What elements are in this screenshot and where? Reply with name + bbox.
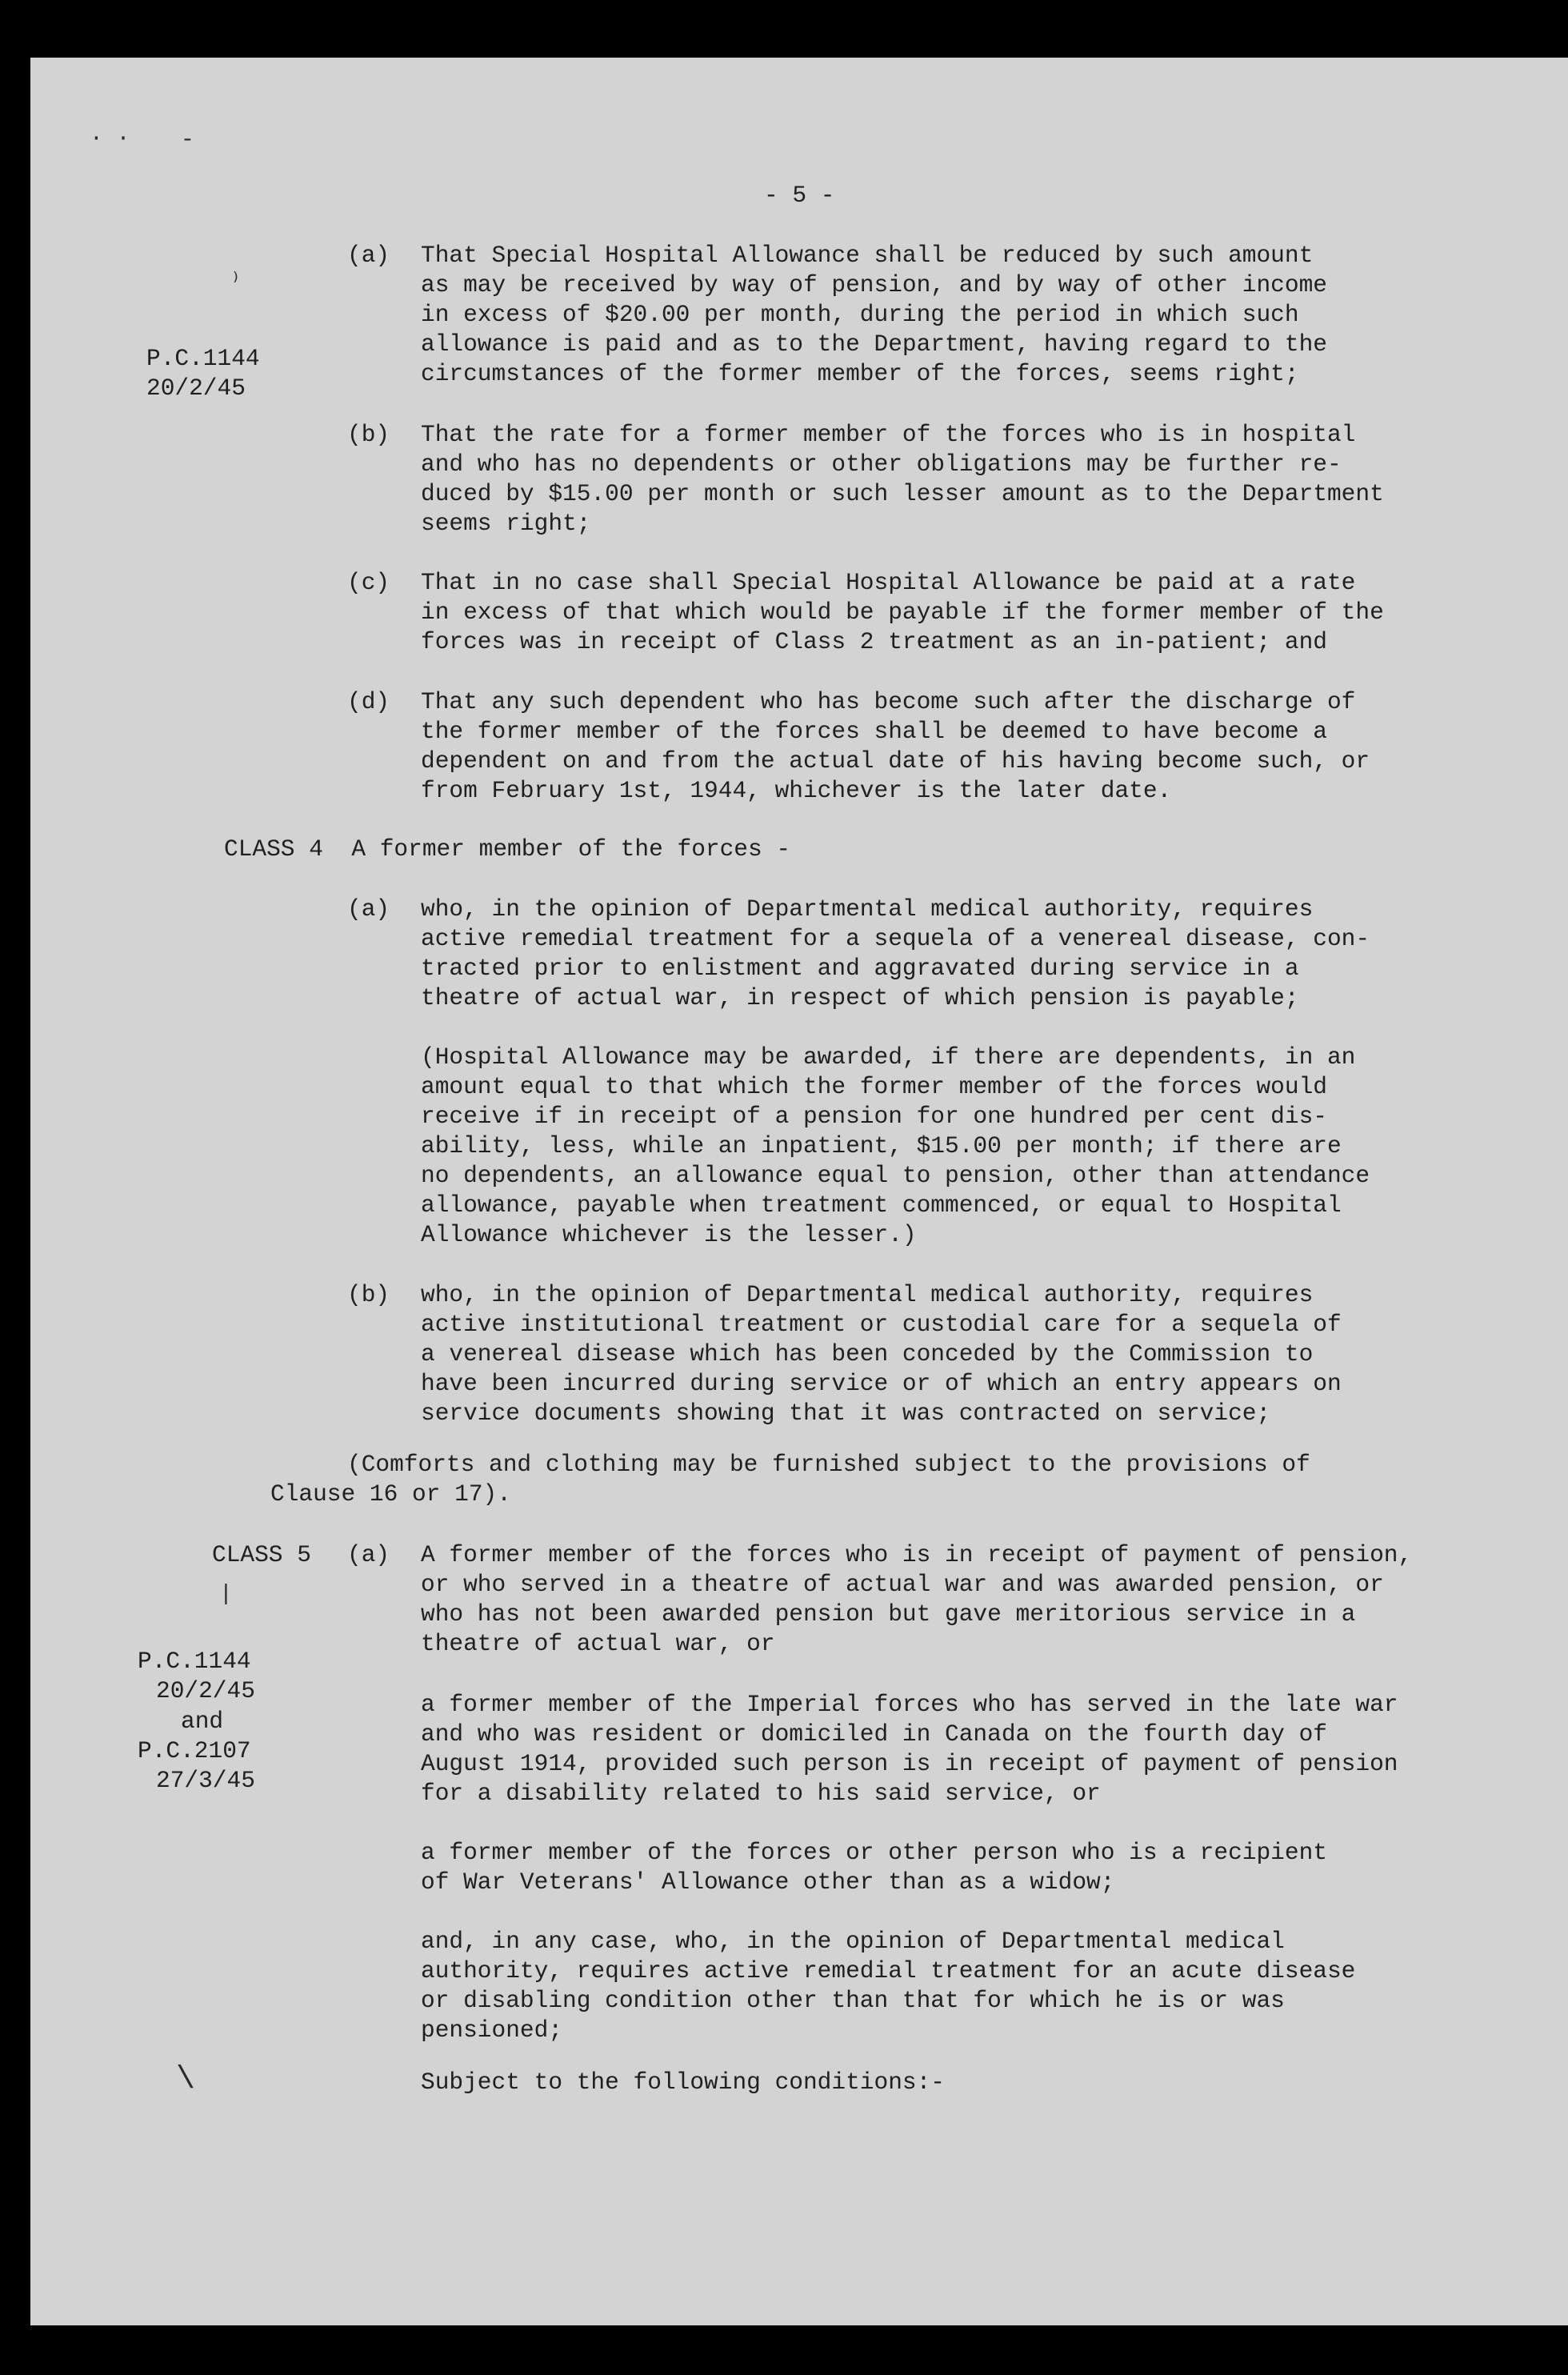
item-label-c: (c) — [347, 569, 390, 596]
clause-line: pensioned; — [421, 2017, 563, 2044]
margin-note-line: 20/2/45 — [146, 374, 246, 402]
clause-line: That Special Hospital Allowance shall be reduced by such amount — [421, 242, 1314, 269]
margin-note-line: P.C.1144 — [138, 1648, 251, 1675]
clause-line: a venereal disease which has been conceded by the Commission to — [421, 1340, 1314, 1368]
stray-mark: \ — [176, 2062, 196, 2098]
clause-line: in excess of that which would be payable if the former member of the — [421, 599, 1384, 626]
item-label-a: (a) — [347, 895, 390, 923]
clause-line: August 1914, provided such person is in receipt of payment of pension — [421, 1750, 1398, 1777]
stray-mark: - — [181, 128, 194, 153]
comforts-line: Clause 16 or 17). — [270, 1480, 511, 1508]
stray-mark: | — [219, 1582, 233, 1607]
clause-line: who, in the opinion of Departmental medical authority, requires — [421, 1281, 1314, 1308]
clause-line: a former member of the Imperial forces who has served in the late war — [421, 1691, 1398, 1718]
clause-line: service documents showing that it was contracted on service; — [421, 1400, 1271, 1427]
clause-line: allowance is paid and as to the Department, having regard to the — [421, 330, 1327, 358]
clause-line: as may be received by way of pension, and by way of other income — [421, 271, 1327, 298]
clause-line: authority, requires active remedial treatment for an acute disease — [421, 1957, 1356, 1985]
item-label-b: (b) — [347, 1281, 390, 1308]
clause-line: from February 1st, 1944, whichever is the later date. — [421, 777, 1172, 804]
clause-line: theatre of actual war, in respect of which pension is payable; — [421, 984, 1299, 1011]
item-label-a: (a) — [347, 1541, 390, 1568]
note-line: ability, less, while an inpatient, $15.00 per month; if there are — [421, 1132, 1342, 1159]
clause-line: That the rate for a former member of the forces who is in hospital — [421, 421, 1356, 448]
clause-line: for a disability related to his said service, or — [421, 1780, 1101, 1807]
clause-line: Subject to the following conditions:- — [421, 2069, 946, 2096]
clause-line: of War Veterans' Allowance other than as a widow; — [421, 1868, 1115, 1896]
class5-heading: CLASS 5 — [212, 1541, 311, 1568]
clause-line: tracted prior to enlistment and aggravated during service in a — [421, 955, 1299, 982]
margin-note-line: P.C.2107 — [138, 1737, 251, 1764]
clause-line: active remedial treatment for a sequela of a venereal disease, con- — [421, 925, 1370, 952]
page-number: - 5 - — [764, 182, 835, 209]
margin-note-line: and — [181, 1708, 224, 1735]
margin-note-line: 27/3/45 — [156, 1767, 255, 1794]
clause-line: who, in the opinion of Departmental medical authority, requires — [421, 895, 1314, 923]
margin-note-line: 20/2/45 — [156, 1677, 255, 1704]
clause-line: or disabling condition other than that for which he is or was — [421, 1987, 1285, 2014]
clause-line: the former member of the forces shall be deemed to have become a — [421, 718, 1327, 745]
item-label-d: (d) — [347, 688, 390, 715]
stray-mark: · · — [90, 126, 130, 151]
clause-line: seems right; — [421, 510, 591, 537]
clause-line: dependent on and from the actual date of his having become such, or — [421, 747, 1370, 775]
clause-line: and who was resident or domiciled in Canada on the fourth day of — [421, 1720, 1327, 1748]
clause-line: A former member of the forces who is in receipt of payment of pension, — [421, 1541, 1413, 1568]
class4-heading: CLASS 4 A former member of the forces - — [224, 835, 791, 863]
clause-line: and who has no dependents or other obligations may be further re- — [421, 451, 1342, 478]
clause-line: or who served in a theatre of actual war and was awarded pension, or — [421, 1571, 1384, 1598]
clause-line: circumstances of the former member of the forces, seems right; — [421, 360, 1299, 387]
note-line: Allowance whichever is the lesser.) — [421, 1221, 917, 1248]
clause-line: have been incurred during service or of which an entry appears on — [421, 1370, 1342, 1397]
note-line: (Hospital Allowance may be awarded, if there are dependents, in an — [421, 1043, 1356, 1071]
clause-line: who has not been awarded pension but gave meritorious service in a — [421, 1600, 1356, 1628]
clause-line: That any such dependent who has become such after the discharge of — [421, 688, 1356, 715]
note-line: amount equal to that which the former member of the forces would — [421, 1073, 1327, 1100]
clause-line: a former member of the forces or other person who is a recipient — [421, 1839, 1327, 1866]
note-line: allowance, payable when treatment commenced, or equal to Hospital — [421, 1192, 1342, 1219]
item-label-b: (b) — [347, 421, 390, 448]
clause-line: and, in any case, who, in the opinion of Departmental medical — [421, 1928, 1285, 1955]
stray-mark: ⁾ — [229, 270, 242, 295]
margin-note-line: P.C.1144 — [146, 345, 260, 372]
clause-line: forces was in receipt of Class 2 treatment as an in-patient; and — [421, 628, 1327, 655]
clause-line: duced by $15.00 per month or such lesser amount as to the Department — [421, 480, 1384, 507]
note-line: receive if in receipt of a pension for one hundred per cent dis- — [421, 1103, 1327, 1130]
clause-line: theatre of actual war, or — [421, 1630, 775, 1657]
clause-line: active institutional treatment or custodial care for a sequela of — [421, 1311, 1342, 1338]
note-line: no dependents, an allowance equal to pension, other than attendance — [421, 1162, 1370, 1189]
comforts-line: (Comforts and clothing may be furnished subject to the provisions of — [347, 1451, 1310, 1478]
clause-line: That in no case shall Special Hospital Allowance be paid at a rate — [421, 569, 1356, 596]
item-label-a: (a) — [347, 242, 390, 269]
clause-line: in excess of $20.00 per month, during the period in which such — [421, 301, 1299, 328]
